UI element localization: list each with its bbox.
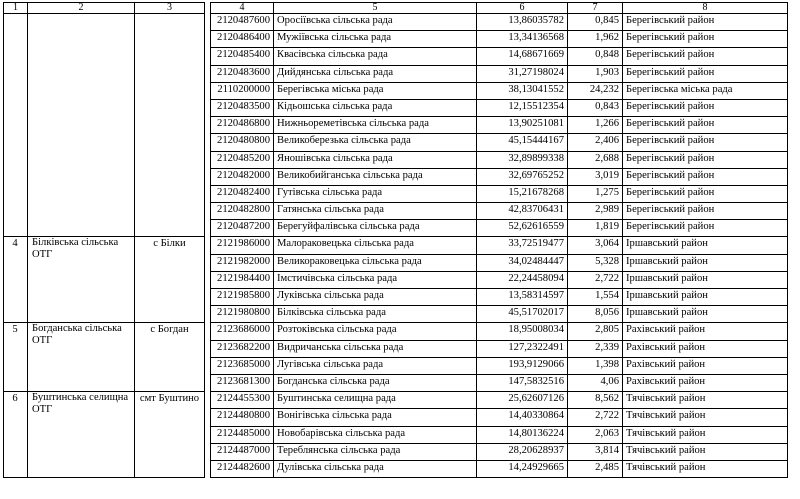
column-header-6: 6	[477, 3, 568, 14]
district-name: Берегівський район	[623, 168, 788, 185]
population-value: 8,562	[568, 392, 623, 409]
column-header-2: 2	[28, 3, 135, 14]
column-header-5: 5	[274, 3, 477, 14]
population-value: 2,989	[568, 203, 623, 220]
koatuu-code: 2124485000	[211, 426, 274, 443]
koatuu-code: 2124487000	[211, 443, 274, 460]
district-name: Берегівський район	[623, 117, 788, 134]
population-value: 3,814	[568, 443, 623, 460]
population-value: 2,063	[568, 426, 623, 443]
koatuu-code: 2120487200	[211, 220, 274, 237]
koatuu-code: 2120482800	[211, 203, 274, 220]
population-value: 1,819	[568, 220, 623, 237]
district-name: Тячівський район	[623, 426, 788, 443]
council-name: Імстичівська сільська рада	[274, 271, 477, 288]
area-value: 18,95008034	[477, 323, 568, 340]
council-name: Мужіївська сільська рада	[274, 31, 477, 48]
council-name: Гатянська сільська рада	[274, 203, 477, 220]
koatuu-code: 2121984400	[211, 271, 274, 288]
area-value: 32,69765252	[477, 168, 568, 185]
population-value: 1,275	[568, 185, 623, 202]
area-value: 15,21678268	[477, 185, 568, 202]
koatuu-code: 2123686000	[211, 323, 274, 340]
koatuu-code: 2124455300	[211, 392, 274, 409]
document-sheet	[3, 2, 788, 478]
area-value: 52,62616559	[477, 220, 568, 237]
community-center: с Богдан	[135, 323, 205, 392]
koatuu-code: 2124480800	[211, 409, 274, 426]
koatuu-code: 2120482400	[211, 185, 274, 202]
area-value: 31,27198024	[477, 65, 568, 82]
population-value: 8,056	[568, 306, 623, 323]
council-name: Богданська сільська рада	[274, 374, 477, 391]
area-value: 13,90251081	[477, 117, 568, 134]
population-value: 2,722	[568, 271, 623, 288]
district-name: Рахівський район	[623, 323, 788, 340]
district-name: Берегівський район	[623, 185, 788, 202]
council-name: Вонігівська сільська рада	[274, 409, 477, 426]
koatuu-code: 2120482000	[211, 168, 274, 185]
population-value: 3,019	[568, 168, 623, 185]
council-name: Видричанська сільська рада	[274, 340, 477, 357]
district-name: Іршавський район	[623, 306, 788, 323]
koatuu-code: 2120483600	[211, 65, 274, 82]
koatuu-code: 2120486800	[211, 117, 274, 134]
council-name: Білківська сільська рада	[274, 306, 477, 323]
community-name	[28, 14, 135, 237]
koatuu-code: 2110200000	[211, 82, 274, 99]
community-center: смт Буштино	[135, 392, 205, 478]
community-center: с Білки	[135, 237, 205, 323]
population-value: 1,266	[568, 117, 623, 134]
column-header-3: 3	[135, 3, 205, 14]
area-value: 28,20628937	[477, 443, 568, 460]
district-name: Берегівська міська рада	[623, 82, 788, 99]
population-value: 5,328	[568, 254, 623, 271]
area-value: 38,13041552	[477, 82, 568, 99]
council-name: Новобарівська сільська рада	[274, 426, 477, 443]
district-name: Іршавський район	[623, 254, 788, 271]
council-name: Лугівська сільська рада	[274, 357, 477, 374]
district-name: Берегівський район	[623, 31, 788, 48]
population-value: 3,064	[568, 237, 623, 254]
population-value: 0,848	[568, 48, 623, 65]
council-name: Квасівська сільська рада	[274, 48, 477, 65]
area-value: 45,51702017	[477, 306, 568, 323]
area-value: 32,89899338	[477, 151, 568, 168]
district-name: Іршавський район	[623, 289, 788, 306]
council-name: Буштинська селищна рада	[274, 392, 477, 409]
area-value: 13,86035782	[477, 14, 568, 31]
column-header-8: 8	[623, 3, 788, 14]
column-header-1: 1	[4, 3, 28, 14]
column-header-7: 7	[568, 3, 623, 14]
community-number: 6	[4, 392, 28, 478]
population-value: 1,962	[568, 31, 623, 48]
council-name: Яношівська сільська рада	[274, 151, 477, 168]
district-name: Берегівський район	[623, 14, 788, 31]
district-name: Іршавський район	[623, 271, 788, 288]
community-number: 4	[4, 237, 28, 323]
population-value: 0,843	[568, 99, 623, 116]
koatuu-code: 2120486400	[211, 31, 274, 48]
koatuu-code: 2123681300	[211, 374, 274, 391]
population-value: 1,398	[568, 357, 623, 374]
council-name: Луківська сільська рада	[274, 289, 477, 306]
council-name: Тереблянська сільська рада	[274, 443, 477, 460]
area-value: 22,24458094	[477, 271, 568, 288]
area-value: 34,02484447	[477, 254, 568, 271]
table-row	[4, 14, 788, 31]
council-name: Оросіївська сільська рада	[274, 14, 477, 31]
community-name: Буштинська селищна ОТГ	[28, 392, 135, 478]
council-name: Нижньореметівська сільська рада	[274, 117, 477, 134]
council-name: Малораковецька сільська рада	[274, 237, 477, 254]
community-number: 5	[4, 323, 28, 392]
community-center	[135, 14, 205, 237]
district-name: Берегівський район	[623, 99, 788, 116]
district-name: Рахівський район	[623, 374, 788, 391]
area-value: 193,9129066	[477, 357, 568, 374]
territorial-communities-table	[3, 2, 788, 478]
population-value: 2,339	[568, 340, 623, 357]
area-value: 13,34136568	[477, 31, 568, 48]
district-name: Рахівський район	[623, 357, 788, 374]
council-name: Берегуйфалівська сільська рада	[274, 220, 477, 237]
council-name: Дулівська сільська рада	[274, 460, 477, 477]
population-value: 4,06	[568, 374, 623, 391]
district-name: Тячівський район	[623, 392, 788, 409]
koatuu-code: 2121985800	[211, 289, 274, 306]
area-value: 147,5832516	[477, 374, 568, 391]
koatuu-code: 2120485200	[211, 151, 274, 168]
district-name: Берегівський район	[623, 65, 788, 82]
area-value: 13,58314597	[477, 289, 568, 306]
population-value: 2,688	[568, 151, 623, 168]
population-value: 1,554	[568, 289, 623, 306]
council-name: Розтоківська сільська рада	[274, 323, 477, 340]
district-name: Тячівський район	[623, 409, 788, 426]
area-value: 45,15444167	[477, 134, 568, 151]
koatuu-code: 2121986000	[211, 237, 274, 254]
koatuu-code: 2123685000	[211, 357, 274, 374]
district-name: Берегівський район	[623, 151, 788, 168]
community-name: Білківська сільська ОТГ	[28, 237, 135, 323]
area-value: 42,83706431	[477, 203, 568, 220]
district-name: Берегівський район	[623, 203, 788, 220]
area-value: 14,24929665	[477, 460, 568, 477]
district-name: Тячівський район	[623, 443, 788, 460]
council-name: Великобийганська сільська рада	[274, 168, 477, 185]
district-name: Тячівський район	[623, 460, 788, 477]
district-name: Берегівський район	[623, 48, 788, 65]
area-value: 14,40330864	[477, 409, 568, 426]
population-value: 2,805	[568, 323, 623, 340]
area-value: 33,72519477	[477, 237, 568, 254]
population-value: 2,722	[568, 409, 623, 426]
council-name: Кідьошська сільська рада	[274, 99, 477, 116]
koatuu-code: 2120480800	[211, 134, 274, 151]
koatuu-code: 2121982000	[211, 254, 274, 271]
koatuu-code: 2121980800	[211, 306, 274, 323]
council-name: Великораковецька сільська рада	[274, 254, 477, 271]
population-value: 24,232	[568, 82, 623, 99]
council-name: Берегівська міська рада	[274, 82, 477, 99]
column-header-4: 4	[211, 3, 274, 14]
district-name: Берегівський район	[623, 134, 788, 151]
population-value: 2,485	[568, 460, 623, 477]
area-value: 14,68671669	[477, 48, 568, 65]
council-name: Дийдянська сільська рада	[274, 65, 477, 82]
council-name: Гутівська сільська рада	[274, 185, 477, 202]
area-value: 14,80136224	[477, 426, 568, 443]
area-value: 25,62607126	[477, 392, 568, 409]
area-value: 127,2322491	[477, 340, 568, 357]
district-name: Рахівський район	[623, 340, 788, 357]
koatuu-code: 2124482600	[211, 460, 274, 477]
koatuu-code: 2123682200	[211, 340, 274, 357]
area-value: 12,15512354	[477, 99, 568, 116]
population-value: 2,406	[568, 134, 623, 151]
table-row	[4, 237, 788, 254]
district-name: Іршавський район	[623, 237, 788, 254]
community-name: Богданська сільська ОТГ	[28, 323, 135, 392]
koatuu-code: 2120483500	[211, 99, 274, 116]
district-name: Берегівський район	[623, 220, 788, 237]
table-row	[4, 323, 788, 340]
population-value: 1,903	[568, 65, 623, 82]
community-number	[4, 14, 28, 237]
table-row	[4, 392, 788, 409]
header-row	[4, 3, 788, 14]
council-name: Великоберезька сільська рада	[274, 134, 477, 151]
koatuu-code: 2120487600	[211, 14, 274, 31]
koatuu-code: 2120485400	[211, 48, 274, 65]
population-value: 0,845	[568, 14, 623, 31]
